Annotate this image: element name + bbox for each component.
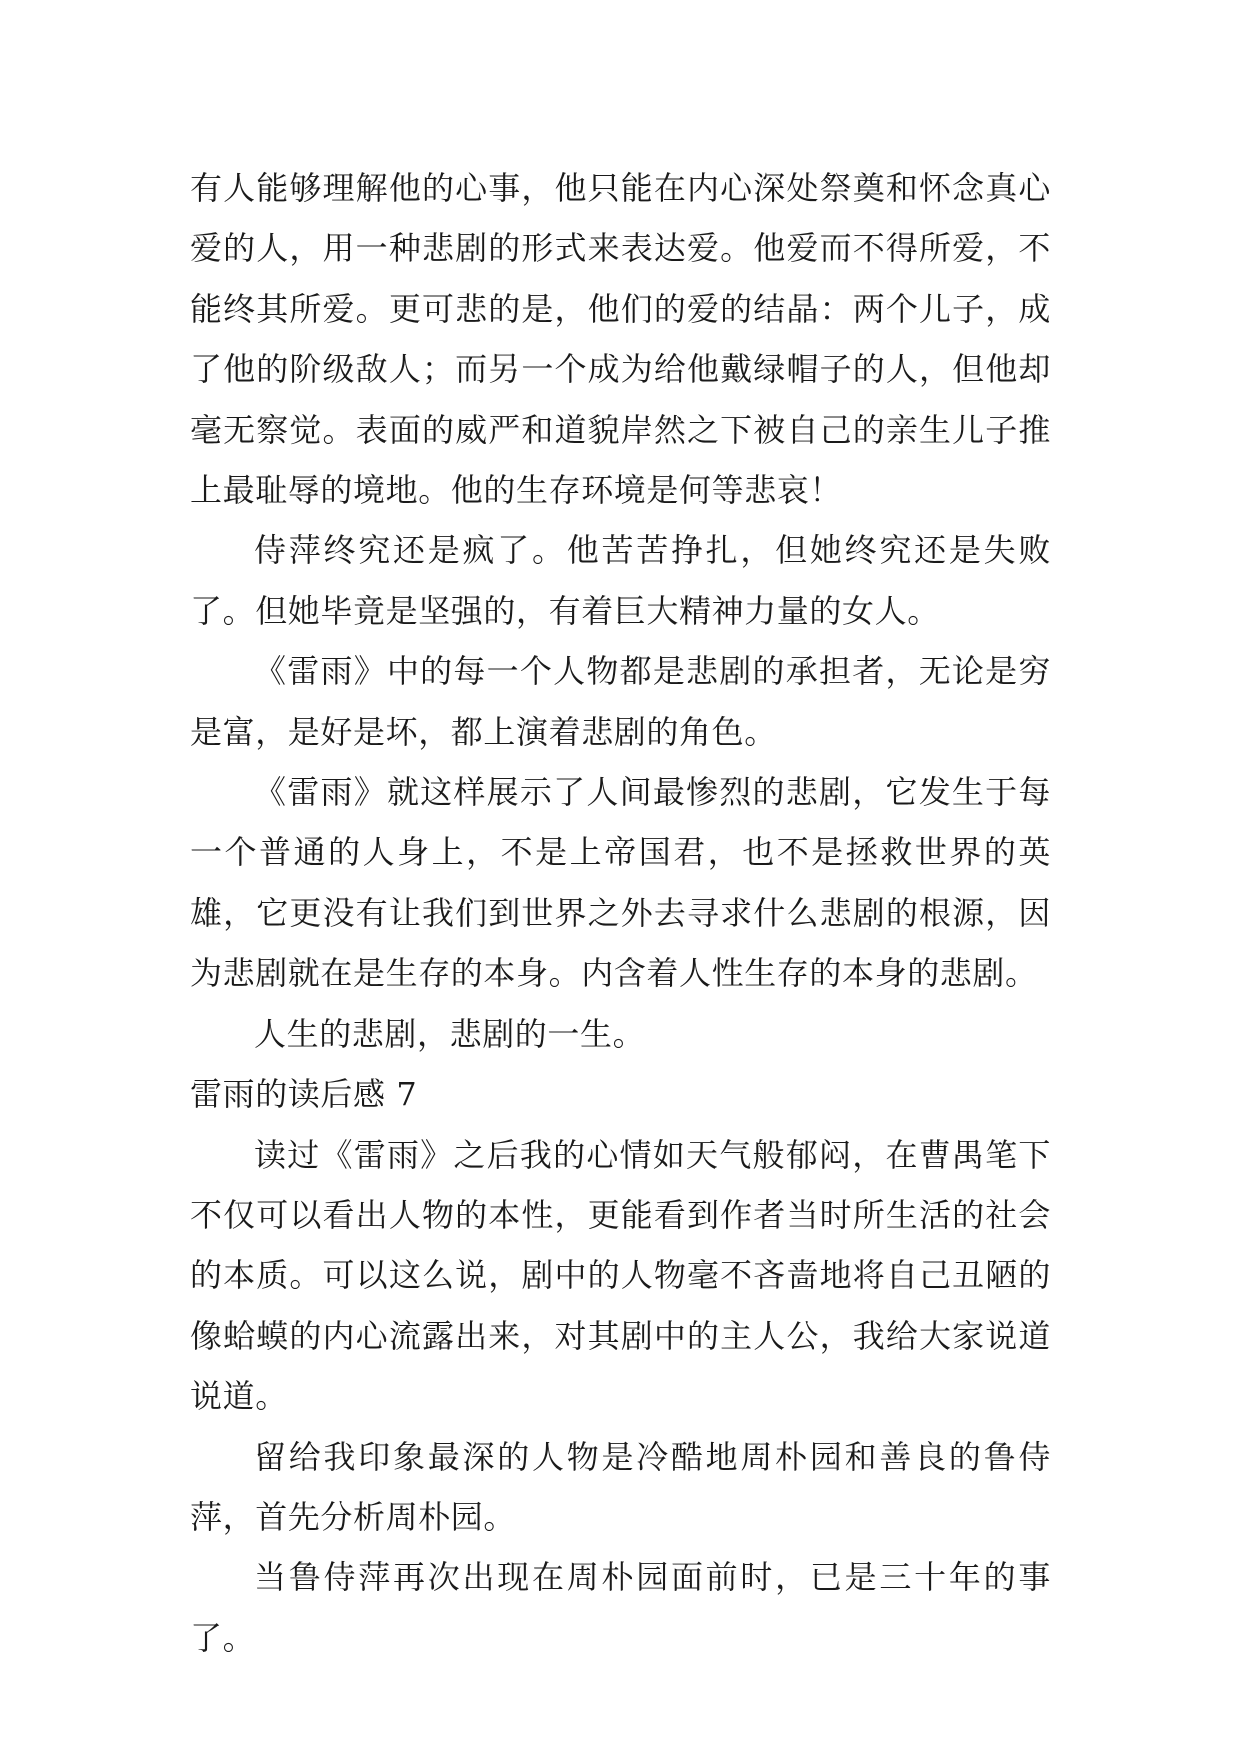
paragraph-body: 读过《雷雨》之后我的心情如天气般郁闷，在曹禺笔下不仅可以看出人物的本性，更能看到作者当时所生活的社会的本质。可以这么说，剧中的人物毫不吝啬地将自己丑陋的像蛤蟆的内心流露出来，对其剧中的主人公，我给大家说道说道。 — [190, 1135, 1051, 1416]
paragraph-body: 有人能够理解他的心事，他只能在内心深处祭奠和怀念真心爱的人，用一种悲剧的形式来表达爱。他爱而不得所爱，不能终其所爱。更可悲的是，他们的爱的结晶：两个儿子，成了他的阶级敌人；而另一个成为给他戴绿帽子的人，但他却毫无察觉。表面的威严和道貌岸然之下被自己的亲生儿子推上最耻辱的境地。他的生存环境是何等悲哀！ — [190, 169, 1051, 510]
paragraph-body: 当鲁侍萍再次出现在周朴园面前时，已是三十年的事了。 — [190, 1558, 1051, 1657]
paragraph-body: 《雷雨》中的每一个人物都是悲剧的承担者，无论是穷是富，是好是坏，都上演着悲剧的角色。 — [190, 652, 1051, 751]
paragraph-body: 《雷雨》就这样展示了人间最惨烈的悲剧，它发生于每一个普通的人身上，不是上帝国君，也不是拯救世界的英雄，它更没有让我们到世界之外去寻求什么悲剧的根源，因为悲剧就在是生存的本身。内含着人性生存的本身的悲剧。 — [190, 773, 1051, 993]
paragraph-body: 留给我印象最深的人物是冷酷地周朴园和善良的鲁侍萍，首先分析周朴园。 — [190, 1437, 1051, 1536]
section-heading: 雷雨的读后感 7 — [190, 1075, 418, 1114]
paragraph-body: 侍萍终究还是疯了。他苦苦挣扎，但她终究还是失败了。但她毕竟是坚强的，有着巨大精神力量的女人。 — [190, 531, 1051, 630]
document-body — [190, 158, 1051, 1668]
paragraph-body: 人生的悲剧，悲剧的一生。 — [254, 1014, 646, 1053]
